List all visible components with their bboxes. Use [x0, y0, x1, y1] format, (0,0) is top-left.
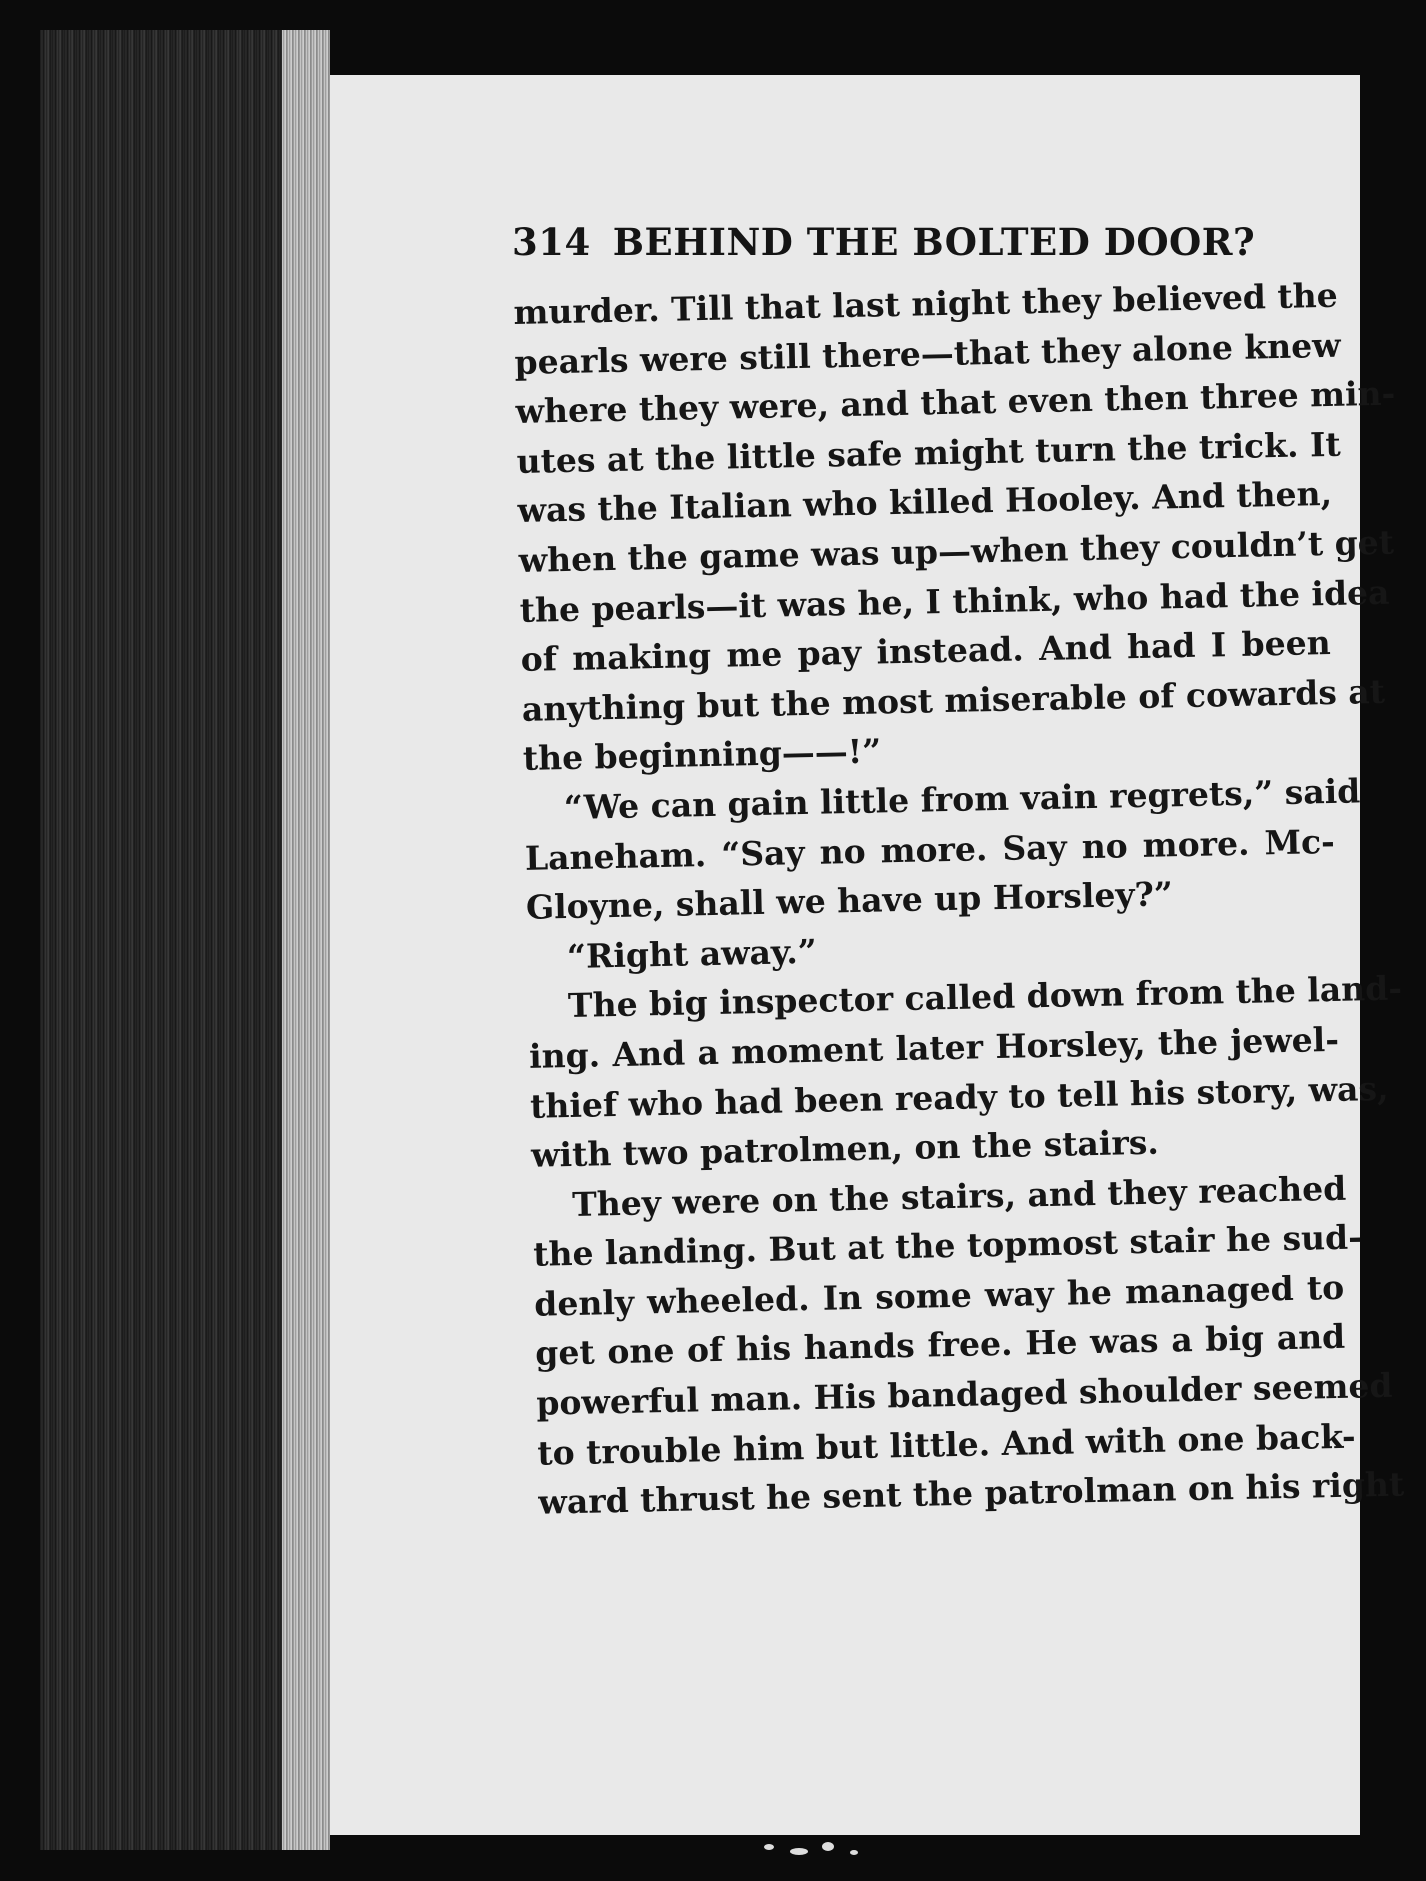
text-line: was the Italian who killed Hooley. And then, [517, 474, 1333, 531]
text-line: Laneham. “Say no more. Say no more. Mc- [524, 821, 1336, 878]
book-page [330, 75, 1405, 1835]
text-line: of making me pay instead. And had I been [520, 623, 1332, 680]
text-line: They were on the stairs, and they reached [571, 1168, 1347, 1224]
text-line: get one of his hands free. He was a big and [534, 1317, 1346, 1374]
scan-specks [760, 1840, 880, 1860]
text-line: the beginning——!” [522, 731, 882, 779]
text-line: the pearls—it was he, I think, who had the idea [519, 572, 1390, 630]
text-line: ing. And a moment later Horsley, the jewel- [528, 1019, 1340, 1076]
text-line: Gloyne, shall we have up Horsley?” [525, 874, 1174, 927]
text-line: with two patrolmen, on the stairs. [530, 1122, 1160, 1175]
text-line: when the game was up—when they couldn’t get [518, 522, 1395, 580]
text-line: “We can gain little from vain regrets,” said [563, 771, 1361, 827]
text-line: utes at the little safe might turn the trick. It [516, 424, 1342, 481]
running-head-title: BEHIND THE BOLTED DOOR? [612, 220, 1256, 264]
text-line: “Right away.” [566, 931, 818, 976]
book-page-edges [40, 30, 330, 1850]
text-line: denly wheeled. In some way he managed to [533, 1267, 1345, 1324]
text-line: thief who had been ready to tell his story, was, [529, 1068, 1389, 1126]
text-line: powerful man. His bandaged shoulder seemed [535, 1365, 1393, 1423]
text-line: the landing. But at the topmost stair he sud- [532, 1217, 1363, 1275]
text-line: murder. Till that last night they believed the [513, 275, 1339, 332]
text-line: ward thrust he sent the patrolman on his right [538, 1464, 1405, 1522]
running-header [512, 220, 1255, 264]
body-text [513, 271, 1405, 1528]
text-line: anything but the most miserable of cowards at [521, 671, 1386, 729]
text-line: pearls were still there—that they alone knew [514, 325, 1341, 382]
page-number: 314 [512, 220, 591, 264]
text-line: to trouble him but little. And with one back- [536, 1416, 1357, 1473]
text-line: where they were, and that even then three min- [515, 373, 1396, 432]
text-line: The big inspector called down from the land- [567, 968, 1403, 1026]
